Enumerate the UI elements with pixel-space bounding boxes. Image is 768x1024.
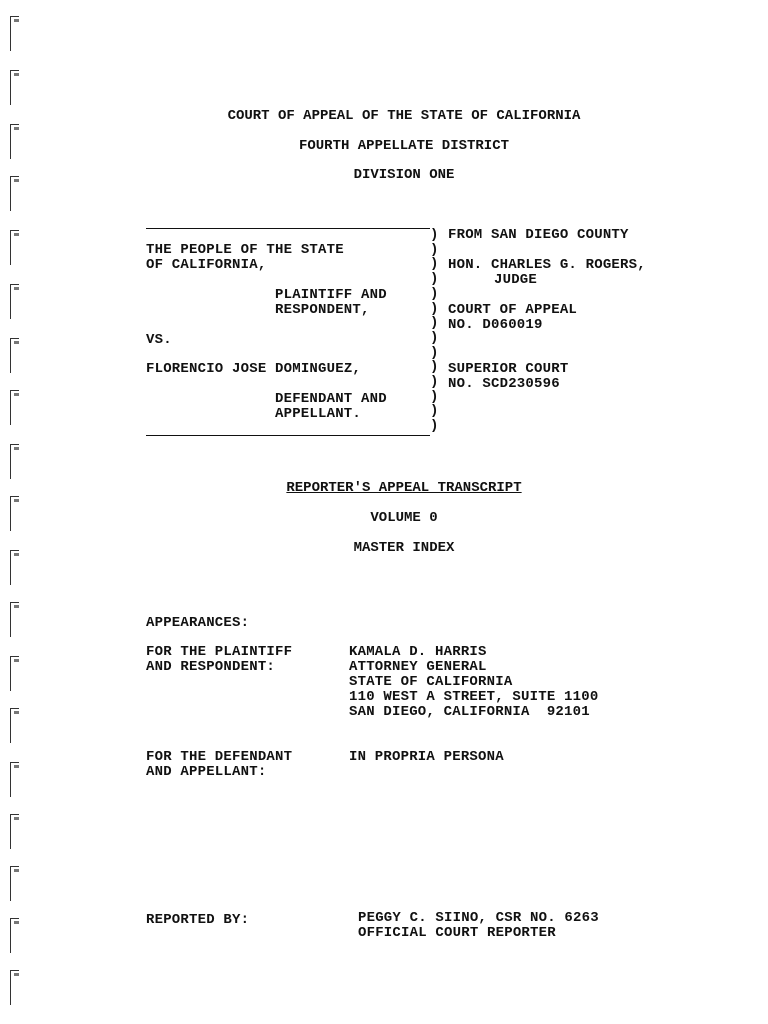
appeal-number: NO. D060019 [448, 317, 543, 333]
caption-bottom-rule [146, 435, 430, 436]
binder-hole [10, 16, 19, 51]
binder-hole [10, 390, 19, 425]
superior-number: NO. SCD230596 [448, 376, 560, 392]
plaintiff-counsel-line: SAN DIEGO, CALIFORNIA 92101 [349, 704, 590, 720]
plaintiff-counsel-line: 110 WEST A STREET, SUITE 1100 [349, 689, 599, 705]
transcript-title: REPORTER'S APPEAL TRANSCRIPT [286, 480, 522, 496]
defendant-name: FLORENCIO JOSE DOMINGUEZ, [146, 361, 362, 377]
binder-hole [10, 284, 19, 319]
judge-title: JUDGE [494, 272, 538, 288]
binder-hole [10, 338, 19, 373]
plaintiff-name-line2: OF CALIFORNIA, [146, 257, 267, 273]
court-title: COURT OF APPEAL OF THE STATE OF CALIFORNIA [227, 108, 581, 124]
versus-label: VS. [146, 332, 172, 348]
defendant-counsel: IN PROPRIA PERSONA [349, 749, 504, 765]
division-title: DIVISION ONE [353, 167, 455, 183]
caption-paren-column: ) ) ) ) ) ) ) ) ) ) ) ) ) ) [430, 227, 439, 435]
district-title: FOURTH APPELLATE DISTRICT [298, 138, 510, 154]
caption-top-rule [146, 228, 430, 229]
binder-hole [10, 918, 19, 953]
plaintiff-label-line1: FOR THE PLAINTIFF [146, 644, 293, 660]
reporter-name: PEGGY C. SIINO, CSR NO. 6263 [358, 910, 599, 926]
plaintiff-counsel-line: ATTORNEY GENERAL [349, 659, 487, 675]
binder-hole [10, 230, 19, 265]
plaintiff-counsel-line: KAMALA D. HARRIS [349, 644, 487, 660]
binder-hole [10, 656, 19, 691]
plaintiff-role-line1: PLAINTIFF AND [275, 287, 387, 303]
appeal-label: COURT OF APPEAL [448, 302, 578, 318]
judge-name: HON. CHARLES G. ROGERS, [448, 257, 646, 273]
defendant-role-line1: DEFENDANT AND [275, 391, 387, 407]
defendant-role-line2: APPELLANT. [275, 406, 362, 422]
reporter-title: OFFICIAL COURT REPORTER [358, 925, 556, 941]
plaintiff-counsel-line: STATE OF CALIFORNIA [349, 674, 513, 690]
defendant-label-line1: FOR THE DEFENDANT [146, 749, 293, 765]
binder-hole [10, 444, 19, 479]
plaintiff-role-line2: RESPONDENT, [275, 302, 370, 318]
defendant-label-line2: AND APPELLANT: [146, 764, 267, 780]
binder-hole [10, 70, 19, 105]
binder-hole [10, 970, 19, 1005]
binder-hole [10, 762, 19, 797]
volume-label: VOLUME 0 [370, 510, 438, 526]
binder-hole [10, 866, 19, 901]
plaintiff-label-line2: AND RESPONDENT: [146, 659, 276, 675]
superior-label: SUPERIOR COURT [448, 361, 569, 377]
binder-hole [10, 602, 19, 637]
appearances-heading: APPEARANCES: [146, 615, 250, 631]
binder-hole [10, 814, 19, 849]
county: FROM SAN DIEGO COUNTY [448, 227, 629, 243]
binder-hole [10, 708, 19, 743]
plaintiff-name-line1: THE PEOPLE OF THE STATE [146, 242, 344, 258]
master-index-label: MASTER INDEX [353, 540, 455, 556]
reported-by-label: REPORTED BY: [146, 912, 250, 928]
